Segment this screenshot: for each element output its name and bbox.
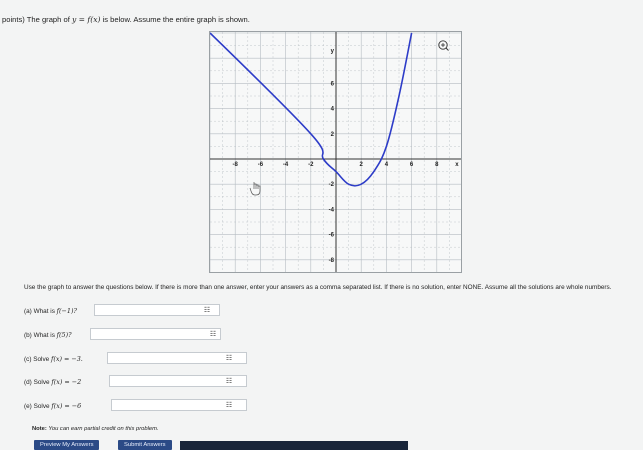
x-tick-label: x [455,162,459,168]
function-graph [209,31,462,273]
question-b-prefix: (b) What is [24,332,57,339]
question-b-math: f(5)? [56,331,72,339]
submit-answers-button[interactable]: Submit Answers [118,440,172,450]
problem-header [2,15,250,24]
question-a-prefix: (a) What is [24,308,57,315]
x-tick-label: 4 [384,162,389,168]
x-tick-label: 6 [409,162,414,168]
question-d-math: f(x) = −2 [51,378,82,386]
question-a-math: f(−1)? [56,307,77,315]
keyboard-icon[interactable]: ☷ [225,355,232,362]
answer-b-input[interactable] [90,328,221,340]
question-c-label [24,355,83,363]
question-e-prefix: (e) Solve [24,403,52,410]
instructions-text: Use the graph to answer the questions below. If there is more than one answer, enter your answers as a comma separated list. If there is no solution, enter NONE. Assume all the solutions are whole numbers. [24,284,612,291]
x-tick-label: -8 [232,162,238,168]
x-tick-label: 8 [435,162,439,168]
note-text: You can earn partial credit on this problem. [46,426,159,432]
partial-credit-note [32,426,159,432]
graph-canvas [210,32,461,272]
header-suffix: is below. Assume the entire graph is shown. [100,15,250,24]
x-tick-label: -2 [308,162,314,168]
question-d-label [24,378,81,386]
question-d-prefix: (d) Solve [24,379,52,386]
header-prefix: points) The graph of [2,15,72,24]
y-tick-label: -8 [328,257,334,264]
keyboard-icon[interactable]: ☷ [209,331,216,338]
y-tick-label: y [330,48,334,55]
note-label: Note: [32,426,47,432]
question-a-label [24,307,77,315]
question-e-label [24,402,81,410]
preview-answers-button[interactable]: Preview My Answers [34,440,99,450]
question-e-math: f(x) = −6 [51,402,82,410]
keyboard-icon[interactable]: ☷ [225,402,232,409]
y-tick-labels [329,49,335,264]
y-tick-label: 2 [330,131,334,138]
y-tick-label: -2 [328,182,334,189]
x-tick-label: -6 [257,162,264,168]
keyboard-icon[interactable]: ☷ [203,307,210,314]
y-tick-label: -6 [328,232,334,239]
footer-bar [180,441,408,450]
question-c-math: f(x) = −3. [51,355,83,363]
header-equation: y = f(x) [71,15,101,24]
x-tick-label: 2 [359,162,363,168]
y-tick-label: 4 [330,106,334,113]
question-c-prefix: (c) Solve [24,356,51,363]
x-tick-label: -4 [282,162,289,168]
x-tick-labels [233,162,460,168]
question-b-label [24,331,72,339]
keyboard-icon[interactable]: ☷ [225,378,232,385]
y-tick-label: 6 [330,81,334,88]
y-tick-label: -4 [328,207,334,214]
